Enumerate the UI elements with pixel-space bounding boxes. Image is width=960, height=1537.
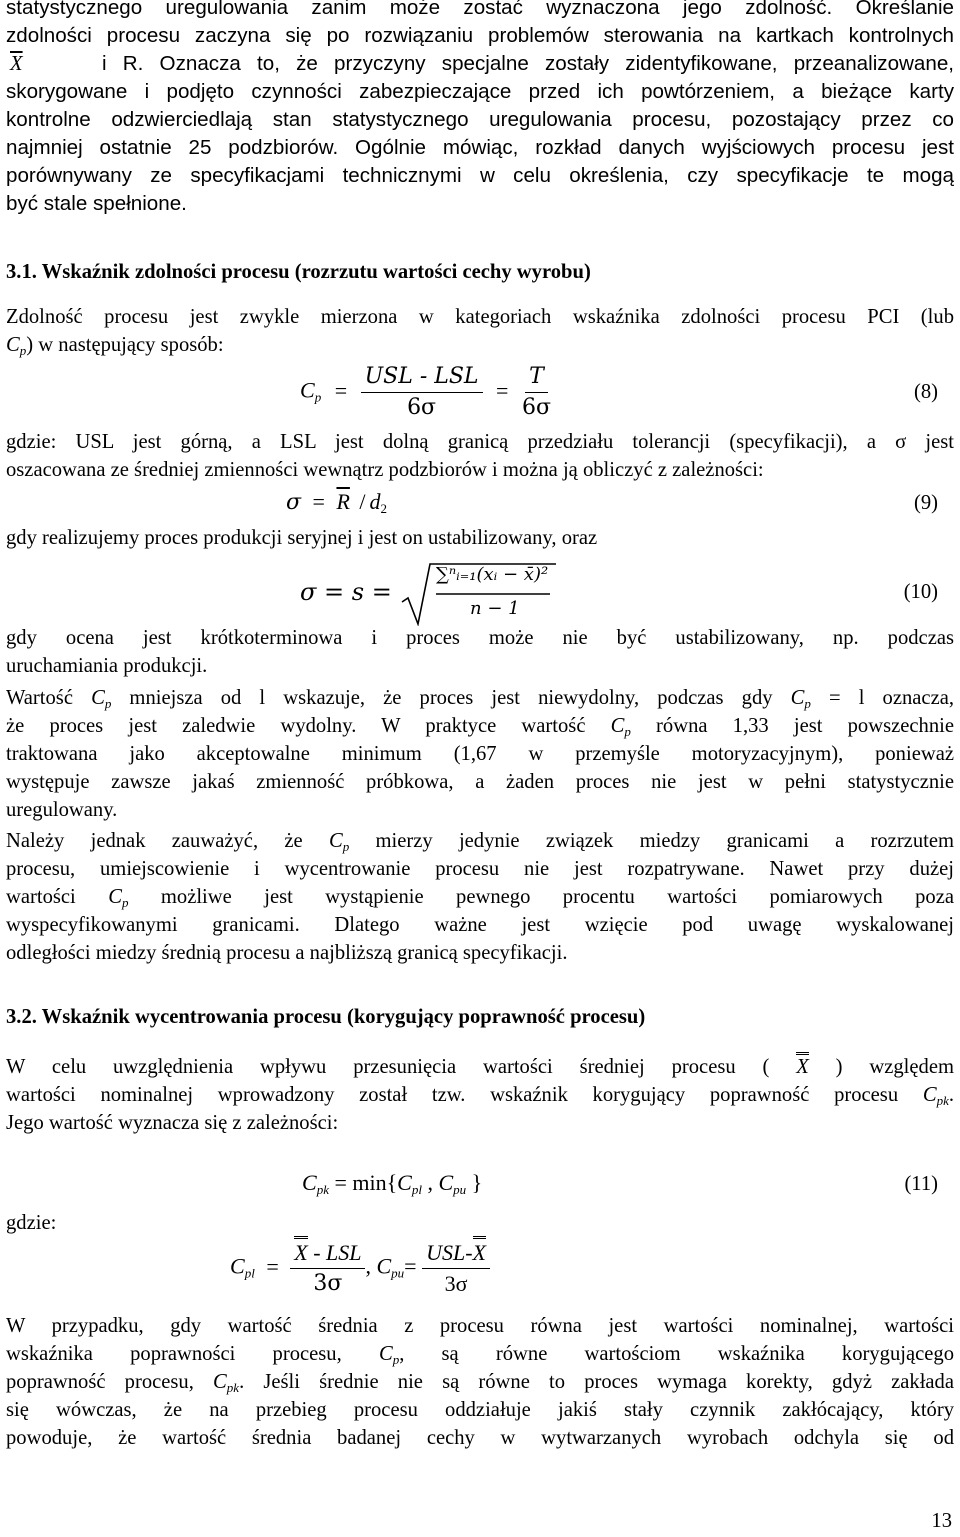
text-line: odległości miedzy średnią procesu a najbliższą granicą specyfikacji. — [6, 942, 568, 964]
text-line: procesu, umiejscowienie i wycentrowanie procesu nie jest rozpatrywane. Nawet przy dużej — [6, 858, 954, 880]
text-line: uregulowany. — [6, 799, 118, 821]
fraction: $\frac{\text{X - LSL}}{3\sigma}$ — [290, 1240, 365, 1297]
x-bar-symbol: $\overline{X}$ — [10, 53, 23, 75]
text-line: uruchamiania produkcji. — [6, 655, 208, 677]
equation-9: $\sigma = \overline{R} / d_2$ — [286, 489, 388, 516]
equation-cpl-cpu: $C_{pl}$ = $\frac{\text{X - LSL}}{3\sigma}$ , $C_{pu}=$ $\frac{\text{USL-X}}{3\sigma}$ — [230, 1240, 490, 1297]
text-line: najmniej ostatnie 25 podzbiorów. Ogólnie mówiąc, rozkład danych wyjściowych procesu jest — [6, 136, 954, 159]
text-label: gdzie: — [6, 1212, 57, 1234]
text-line: $C_p$) w następujący sposób: — [6, 334, 224, 358]
text-line: gdzie: USL jest górną, a LSL jest dolną granicą przedziału tolerancji (specyfikacji), a σ jest — [6, 431, 954, 453]
text-line: wyspecyfikowanymi granicami. Dlatego ważne jest wzięcie pod uwagę wyskalowanej — [6, 914, 954, 936]
text-line: gdy ocena jest krótkoterminowa i proces może nie być ustabilizowany, np. podczas — [6, 627, 954, 649]
text-line: porównywany ze specyfikacjami technicznymi w celu określenia, czy specyfikacje te mogą — [6, 164, 954, 187]
text-line — [6, 50, 954, 78]
text-line: zdolności procesu zaczyna się po rozwiązaniu problemów sterowania na kartkach kontrolnych — [6, 24, 954, 47]
equation-11: $C_{pk} = \min\{C_{pl}$ , $C_{pu}$ } — [302, 1170, 483, 1197]
equation-number: (9) — [913, 492, 938, 514]
equation-number: (10) — [903, 581, 938, 603]
text-line: skorygowane i podjęto czynności zabezpieczające przed ich powtórzeniem, a bieżące karty — [6, 80, 954, 103]
text-line: traktowana jako akceptowalne minimum (1,67 w przemyśle motoryzacyjnym), ponieważ — [6, 743, 954, 765]
equation-number: (11) — [904, 1173, 938, 1195]
text-line: się wówczas, że na przebieg procesu oddziałuje jakiś stały czynnik zakłócający, który — [6, 1399, 954, 1421]
text-line: że proces jest zaledwie wydolny. W praktyce wartość $C_p$ równa 1,33 jest powszechnie — [6, 715, 954, 739]
text-line: wartości $C_p$ możliwe jest wystąpienie pewnego procentu wartości pomiarowych poza — [6, 886, 954, 910]
text-line: Jego wartość wyznacza się z zależności: — [6, 1112, 339, 1134]
text-line: powoduje, że wartość średnia badanej cechy w wytwarzanych wyrobach odchyla się od — [6, 1427, 954, 1449]
section-heading: 3.1. Wskaźnik zdolności procesu (rozrzutu wartości cechy wyrobu) — [6, 261, 591, 283]
fraction: $\frac{T}{6\sigma}$ — [521, 364, 551, 420]
text-line: występuje zawsze jakaś zmienność próbkowa, a żaden proces nie jest w pełni statystycznie — [6, 771, 954, 793]
equation-number: (8) — [913, 381, 938, 403]
equation-10-denominator: n − 1 — [470, 598, 520, 619]
text-line: W celu uwzględnienia wpływu przesunięcia wartości średniej procesu ( X ) względem — [6, 1053, 954, 1081]
text-line: oszacowana ze średniej zmienności wewnątrz podzbiorów i można ją obliczyć z zależności: — [6, 459, 764, 481]
text-line: kontrolne odzwierciedlają stan statystycznego uregulowania procesu, pozostający przez co — [6, 108, 954, 131]
text-line: wskaźnika poprawności procesu, $C_p$, są równe wartościom wskaźnika korygującego — [6, 1343, 955, 1367]
text-line: gdy realizujemy proces produkcji seryjnej i jest on ustabilizowany, oraz — [6, 527, 598, 549]
text-fragment: i R. Oznacza to, że przyczyny specjalne zostały zidentyfikowane, przeanalizowane, — [102, 52, 954, 75]
equation-10-lhs: σ = s = — [300, 578, 392, 606]
page-number: 13 — [931, 1510, 952, 1532]
text-line: Zdolność procesu jest zwykle mierzona w kategoriach wskaźnika zdolności procesu PCI (lub — [6, 306, 954, 328]
equation-10-numerator: ∑ⁿᵢ₌₁(xᵢ − x̄)² — [436, 564, 549, 585]
text-line: Wartość $C_p$ mniejsza od l wskazuje, że proces jest niewydolny, podczas gdy $C_p = l$ oznacza, — [6, 687, 955, 711]
text-line: być stale spełnione. — [6, 192, 187, 215]
section-heading: 3.2. Wskaźnik wycentrowania procesu (korygujący poprawność procesu) — [6, 1006, 646, 1028]
text-line: wartości nominalnej wprowadzony został tzw. wskaźnik korygujący poprawność procesu $C_{pk}$. — [6, 1084, 954, 1108]
text-line: Należy jednak zauważyć, że $C_p$ mierzy jedynie związek miedzy granicami a rozrzutem — [6, 830, 955, 854]
fraction: $\frac{\text{USL - LSL}}{6\sigma}$ — [361, 364, 483, 421]
text-line: W przypadku, gdy wartość średnia z procesu równa jest wartości nominalnej, wartości — [6, 1315, 954, 1337]
fraction: $\frac{\text{USL-X}}{3\sigma}$ — [422, 1240, 490, 1297]
text-line: statystycznego uregulowania zanim może zostać wyznaczona jego zdolność. Określanie — [6, 0, 954, 19]
equation-8: $C_p$ = $\frac{\text{USL - LSL}}{6\sigma}$ = $\frac{T}{6\sigma}$ — [300, 364, 551, 420]
text-line: poprawność procesu, $C_{pk}$. Jeśli średnie nie są równe to proces wymaga korekty, gdyż zakłada — [6, 1371, 954, 1395]
